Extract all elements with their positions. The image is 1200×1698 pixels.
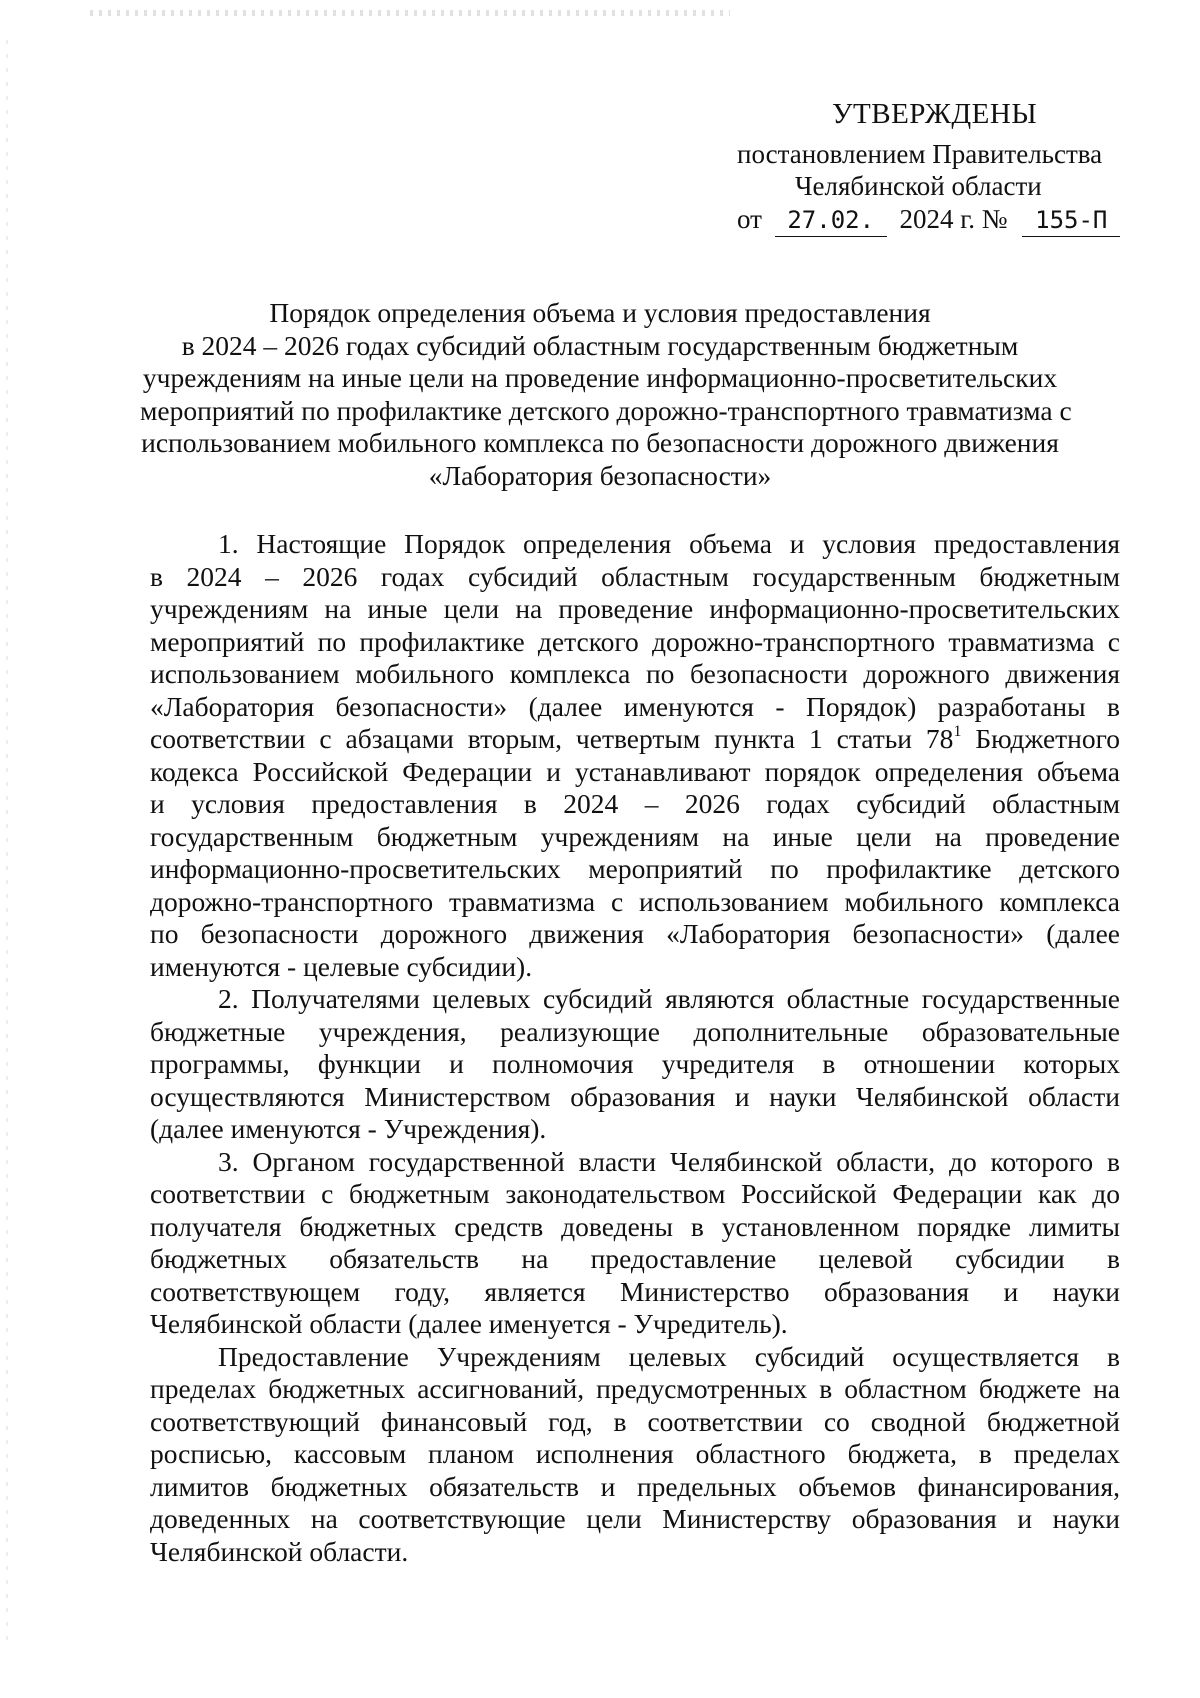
- text-line: доведенных на соответствующие цели Министерству образования и науки: [150, 1503, 1120, 1534]
- text-line: (далее именуются - Учреждения).: [150, 1113, 547, 1144]
- scan-artifact-top: [90, 10, 730, 16]
- text-line: мероприятий по профилактике детского дорожно-транспортного травматизма с: [150, 625, 1120, 657]
- paragraph-3: [150, 1146, 1120, 1341]
- title-line: учреждениям на иные цели на проведение информационно-просветительских: [142, 362, 1058, 393]
- title-line: использованием мобильного комплекса по безопасности дорожного движения: [141, 427, 1059, 458]
- title-line: Порядок определения объема и условия предоставления: [269, 297, 931, 328]
- text-line: лимитов бюджетных обязательств и предельных объемов финансирования,: [150, 1470, 1120, 1502]
- approval-year: 2024 г. №: [899, 204, 1008, 234]
- approval-date-line: [737, 203, 1120, 237]
- text-line-with-superscript: [150, 723, 1120, 756]
- approval-line-2: Челябинской области: [795, 171, 1042, 201]
- text-line: именуются - целевые субсидии).: [150, 950, 533, 982]
- text-fragment: соответствии с абзацами вторым, четвертым пункта 1 статьи 78: [150, 723, 954, 754]
- text-line: учреждениям на иные цели на проведение информационно-просветительских: [150, 593, 1120, 624]
- text-line: бюджетных обязательств на предоставление целевой субсидии в: [150, 1243, 1120, 1274]
- text-line: соответствующий финансовый год, в соответствии со сводной бюджетной: [150, 1405, 1120, 1437]
- title-line: «Лаборатория безопасности»: [428, 459, 772, 491]
- approval-title: УТВЕРЖДЕНЫ: [832, 98, 1038, 130]
- text-line: дорожно-транспортного травматизма с использованием мобильного комплекса: [150, 885, 1120, 917]
- text-line: Предоставление Учреждениям целевых субсидий осуществляется в: [218, 1340, 1120, 1372]
- text-line: использованием мобильного комплекса по безопасности дорожного движения: [150, 658, 1120, 689]
- superscript: 1: [953, 723, 962, 740]
- text-line: Челябинской области.: [150, 1535, 409, 1567]
- text-fragment: Бюджетного: [961, 723, 1120, 754]
- text-line: росписью, кассовым планом исполнения областного бюджета, в пределах: [150, 1438, 1120, 1469]
- text-line: соответствующем году, является Министерство образования и науки: [150, 1275, 1120, 1307]
- text-line: 3. Органом государственной власти Челябинской области, до которого в: [218, 1145, 1120, 1177]
- scan-artifact-left: [6, 40, 8, 1640]
- text-line: по безопасности дорожного движения «Лаборатория безопасности» (далее: [150, 918, 1120, 949]
- text-line: 2. Получателями целевых субсидий являются областные государственные: [218, 983, 1120, 1014]
- text-line: «Лаборатория безопасности» (далее именуются - Порядок) разработаны в: [150, 690, 1120, 722]
- text-line: и условия предоставления в 2024 – 2026 годах субсидий областным: [150, 788, 1120, 819]
- text-line: Челябинской области (далее именуется - Учредитель).: [150, 1308, 788, 1339]
- text-line: пределах бюджетных ассигнований, предусмотренных в областном бюджете на: [150, 1373, 1120, 1404]
- approval-from-label: от: [737, 204, 762, 234]
- approval-line-1: постановлением Правительства: [737, 139, 1103, 169]
- document-body: [150, 528, 1120, 1568]
- text-line: в 2024 – 2026 годах субсидий областным государственным бюджетным: [150, 560, 1120, 592]
- title-line: в 2024 – 2026 годах субсидий областным государственным бюджетным: [181, 329, 1019, 361]
- document-title: [140, 297, 1072, 492]
- text-line: государственным бюджетным учреждениям на иные цели на проведение: [150, 820, 1120, 852]
- text-line: осуществляются Министерством образования и науки Челябинской области: [150, 1080, 1120, 1112]
- text-line: соответствии с бюджетным законодательством Российской Федерации как до: [150, 1178, 1120, 1209]
- text-line: информационно-просветительских мероприятий по профилактике детского: [150, 853, 1120, 884]
- approval-date: 27.02.: [775, 204, 887, 237]
- paragraph-1: [150, 528, 1120, 983]
- text-line: получателя бюджетных средств доведены в установленном порядке лимиты: [150, 1210, 1120, 1242]
- paragraph-2: [150, 983, 1120, 1146]
- paragraph-4: [150, 1341, 1120, 1569]
- title-line: мероприятий по профилактике детского дорожно-транспортного травматизма с: [140, 394, 1072, 426]
- text-line: программы, функции и полномочия учредителя в отношении которых: [150, 1048, 1120, 1079]
- text-line: бюджетные учреждения, реализующие дополнительные образовательные: [150, 1015, 1120, 1047]
- text-line: 1. Настоящие Порядок определения объема и условия предоставления: [218, 528, 1120, 559]
- text-line: кодекса Российской Федерации и устанавливают порядок определения объема: [150, 755, 1120, 787]
- approval-number: 155-П: [1022, 204, 1120, 237]
